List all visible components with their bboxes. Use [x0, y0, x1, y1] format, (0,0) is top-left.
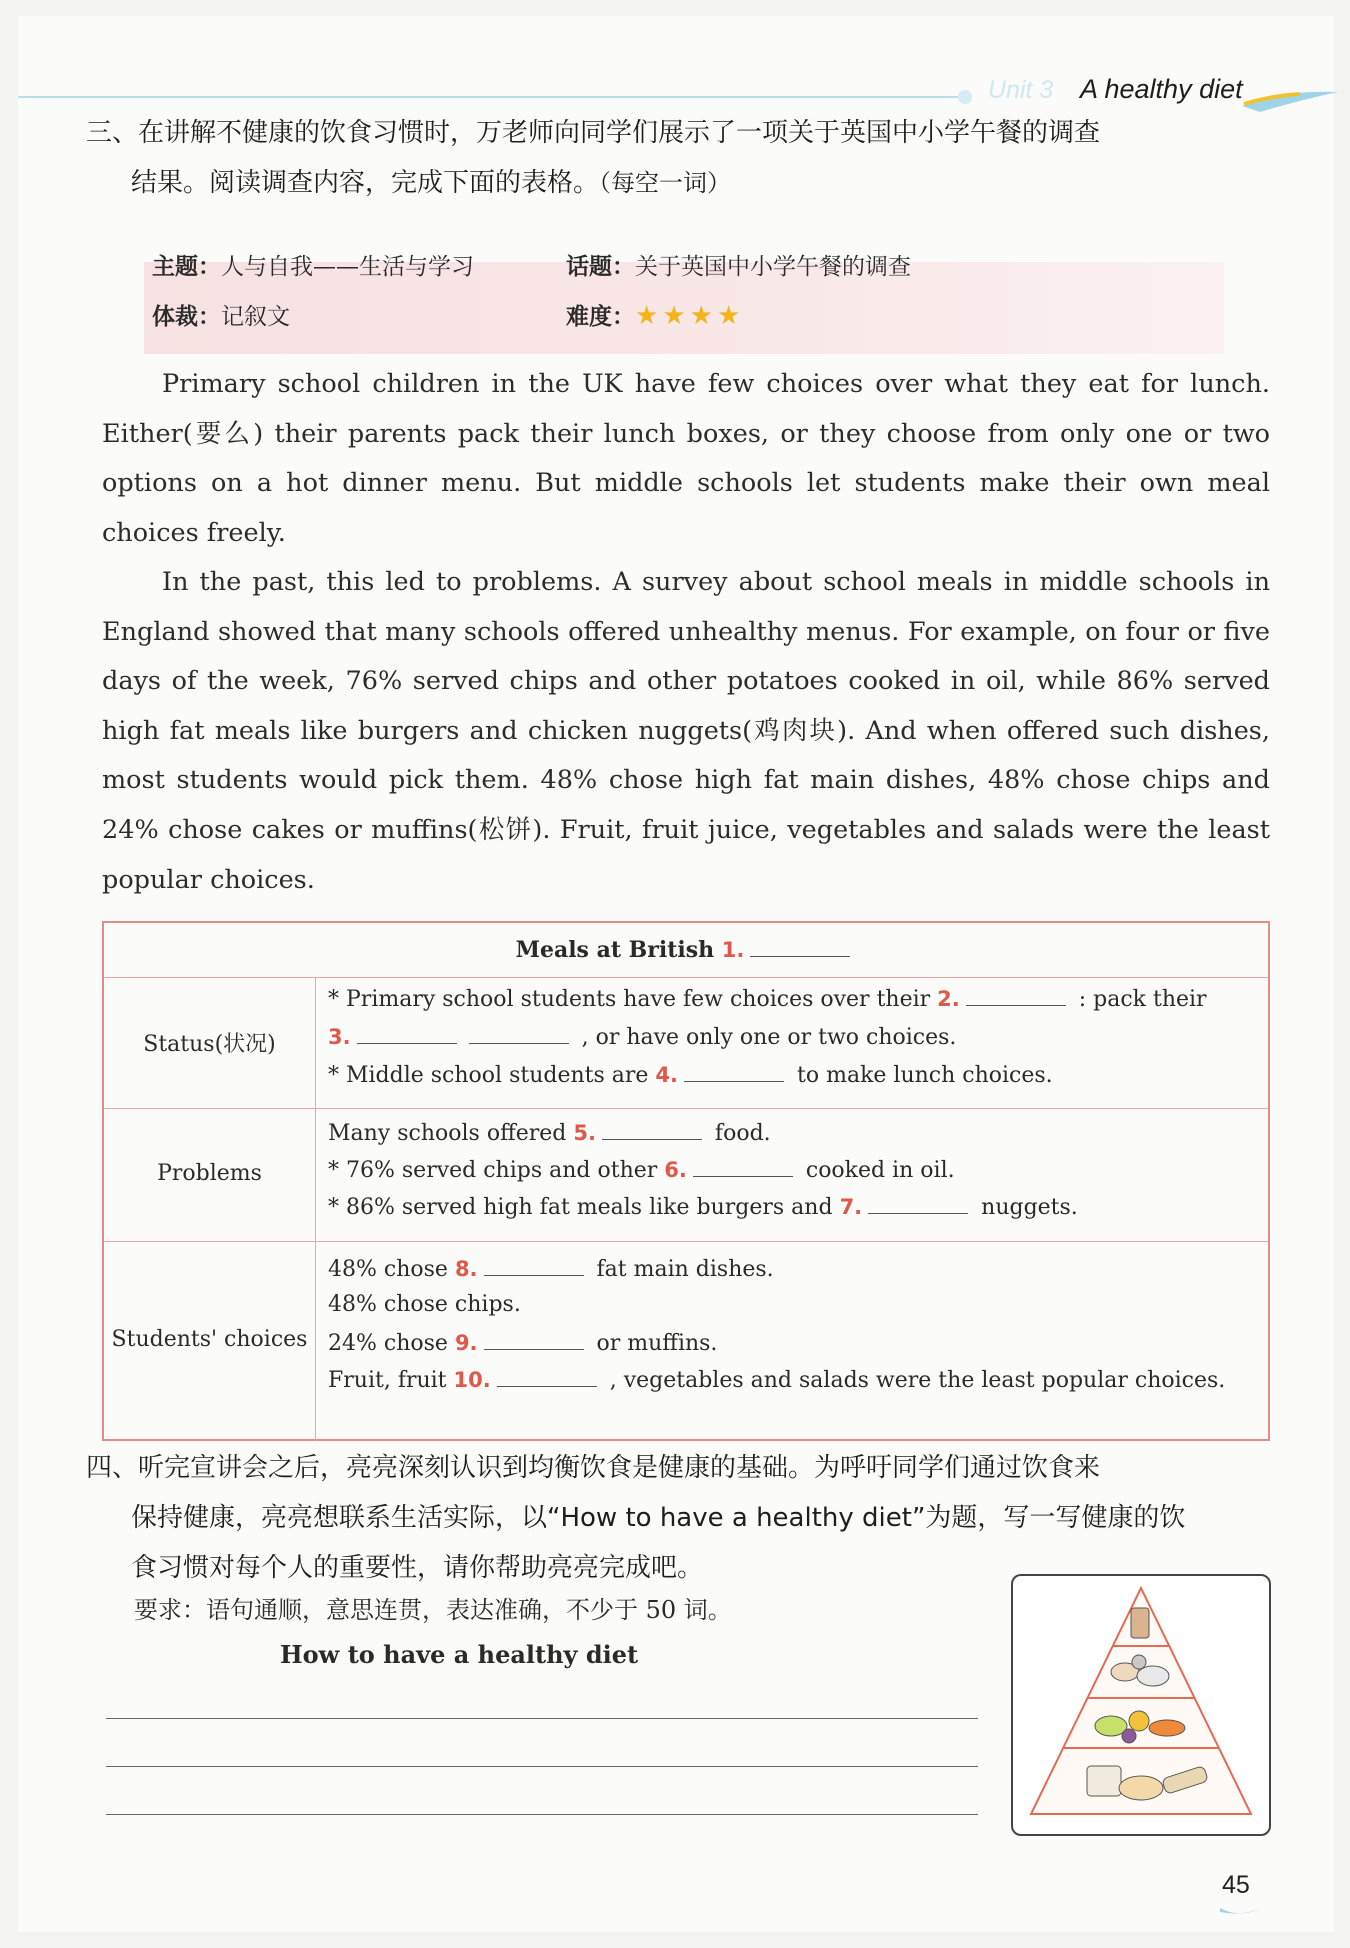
- meta-topic: 话题：关于英国中小学午餐的调查: [566, 254, 911, 280]
- writing-line[interactable]: [106, 1766, 978, 1767]
- row-label-choices: Students' choices: [111, 1327, 308, 1352]
- section4-line2: 保持健康，亮亮想联系生活实际，以“How to have a healthy diet”为题，写一写健康的饮: [131, 1503, 1186, 1533]
- reading-paragraph-1: Primary school children in the UK have few choices over what they eat for lunch. Either(要么) their parents pack their lunch boxes, or they choose from only one or two options on a hot dinner menu. But middle schools let students make their own meal choices freely.: [102, 369, 1270, 548]
- difficulty-star-icon: ★: [716, 301, 741, 331]
- table-cell-line: 48% chose 8. fat main dishes.: [328, 1257, 774, 1282]
- essay-title: How to have a healthy diet: [280, 1640, 639, 1669]
- section3-line2: 结果。阅读调查内容，完成下面的表格。: [131, 168, 600, 198]
- answer-blank[interactable]: [484, 1255, 584, 1276]
- blank-1[interactable]: [750, 936, 850, 957]
- summary-table: [102, 921, 1270, 1441]
- row-label-problems: Problems: [157, 1161, 262, 1186]
- table-cell-line: * 76% served chips and other 6. cooked in oil.: [328, 1158, 955, 1183]
- table-cell-line: * 86% served high fat meals like burgers and 7. nuggets.: [328, 1195, 1078, 1220]
- table-cell-line: 48% chose chips.: [328, 1292, 521, 1317]
- section3-instructions: [86, 108, 1286, 208]
- difficulty-star-icon: ★: [689, 301, 713, 331]
- table-cell-line: Fruit, fruit 10. , vegetables and salads were the least popular choices.: [328, 1368, 1226, 1393]
- food-pyramid-icon: [1013, 1576, 1269, 1834]
- section4-line1: 四、听完宣讲会之后，亮亮深刻认识到均衡饮食是健康的基础。为呼吁同学们通过饮食来: [86, 1453, 1101, 1483]
- table-cell-line: * Primary school students have few choices over their 2. : pack their: [328, 987, 1207, 1012]
- answer-blank[interactable]: [693, 1156, 793, 1177]
- answer-blank[interactable]: [868, 1193, 968, 1214]
- page-number: 45: [1222, 1871, 1250, 1899]
- table-header: Meals at British 1.: [104, 923, 1268, 978]
- answer-blank[interactable]: [602, 1119, 702, 1140]
- table-cell-line: Many schools offered 5. food.: [328, 1121, 771, 1146]
- difficulty-stars: [635, 301, 744, 331]
- page-number-swoosh-icon: [1216, 1896, 1276, 1922]
- section3-note: （每空一词）: [599, 169, 732, 197]
- difficulty-star-icon: ★: [635, 301, 659, 331]
- workbook-page: [18, 16, 1334, 1932]
- answer-blank[interactable]: [484, 1329, 584, 1350]
- reading-paragraph-2: In the past, this led to problems. A survey about school meals in middle schools in England showed that many schools offered unhealthy menus. For example, on four or five days of the week, 76% served chips and other potatoes cooked in oil, while 86% served high fat meals like burgers and chicken nuggets(鸡肉块). And when offered such dishes, most students would pick them. 48% chose high fat main dishes, 48% chose chips and 24% chose cakes or muffins(松饼). Fruit, fruit juice, vegetables and salads were the least popular choices.: [102, 567, 1270, 895]
- answer-blank[interactable]: [966, 985, 1066, 1006]
- answer-blank[interactable]: [469, 1023, 569, 1044]
- header-rule: [18, 96, 958, 98]
- header-unit: Unit 3: [988, 76, 1054, 104]
- header-dot-decoration: [958, 90, 972, 104]
- meta-theme: 主题：人与自我——生活与学习: [152, 254, 474, 280]
- food-pyramid-image: [1011, 1574, 1271, 1836]
- answer-blank[interactable]: [684, 1061, 784, 1082]
- table-cell-line: 3. , or have only one or two choices.: [328, 1025, 957, 1050]
- writing-requirement: 要求：语句通顺，意思连贯，表达准确，不少于 50 词。: [134, 1596, 732, 1624]
- meta-difficulty: 难度：★ ★ ★ ★: [566, 298, 744, 331]
- header-title: A healthy diet: [1080, 74, 1243, 104]
- section4-line3: 食习惯对每个人的重要性，请你帮助亮亮完成吧。: [131, 1553, 704, 1583]
- row-label-status: Status(状况): [143, 1032, 276, 1057]
- answer-blank[interactable]: [357, 1023, 457, 1044]
- meta-genre: 体裁：记叙文: [152, 304, 290, 330]
- section3-line1: 三、在讲解不健康的饮食习惯时，万老师向同学们展示了一项关于英国中小学午餐的调查: [86, 118, 1101, 148]
- writing-line[interactable]: [106, 1718, 978, 1719]
- answer-blank[interactable]: [497, 1366, 597, 1387]
- section4-instructions: [86, 1443, 1286, 1593]
- table-cell-line: 24% chose 9. or muffins.: [328, 1331, 718, 1356]
- table-cell-line: * Middle school students are 4. to make lunch choices.: [328, 1063, 1053, 1088]
- writing-line[interactable]: [106, 1814, 978, 1815]
- difficulty-star-icon: ★: [662, 301, 686, 331]
